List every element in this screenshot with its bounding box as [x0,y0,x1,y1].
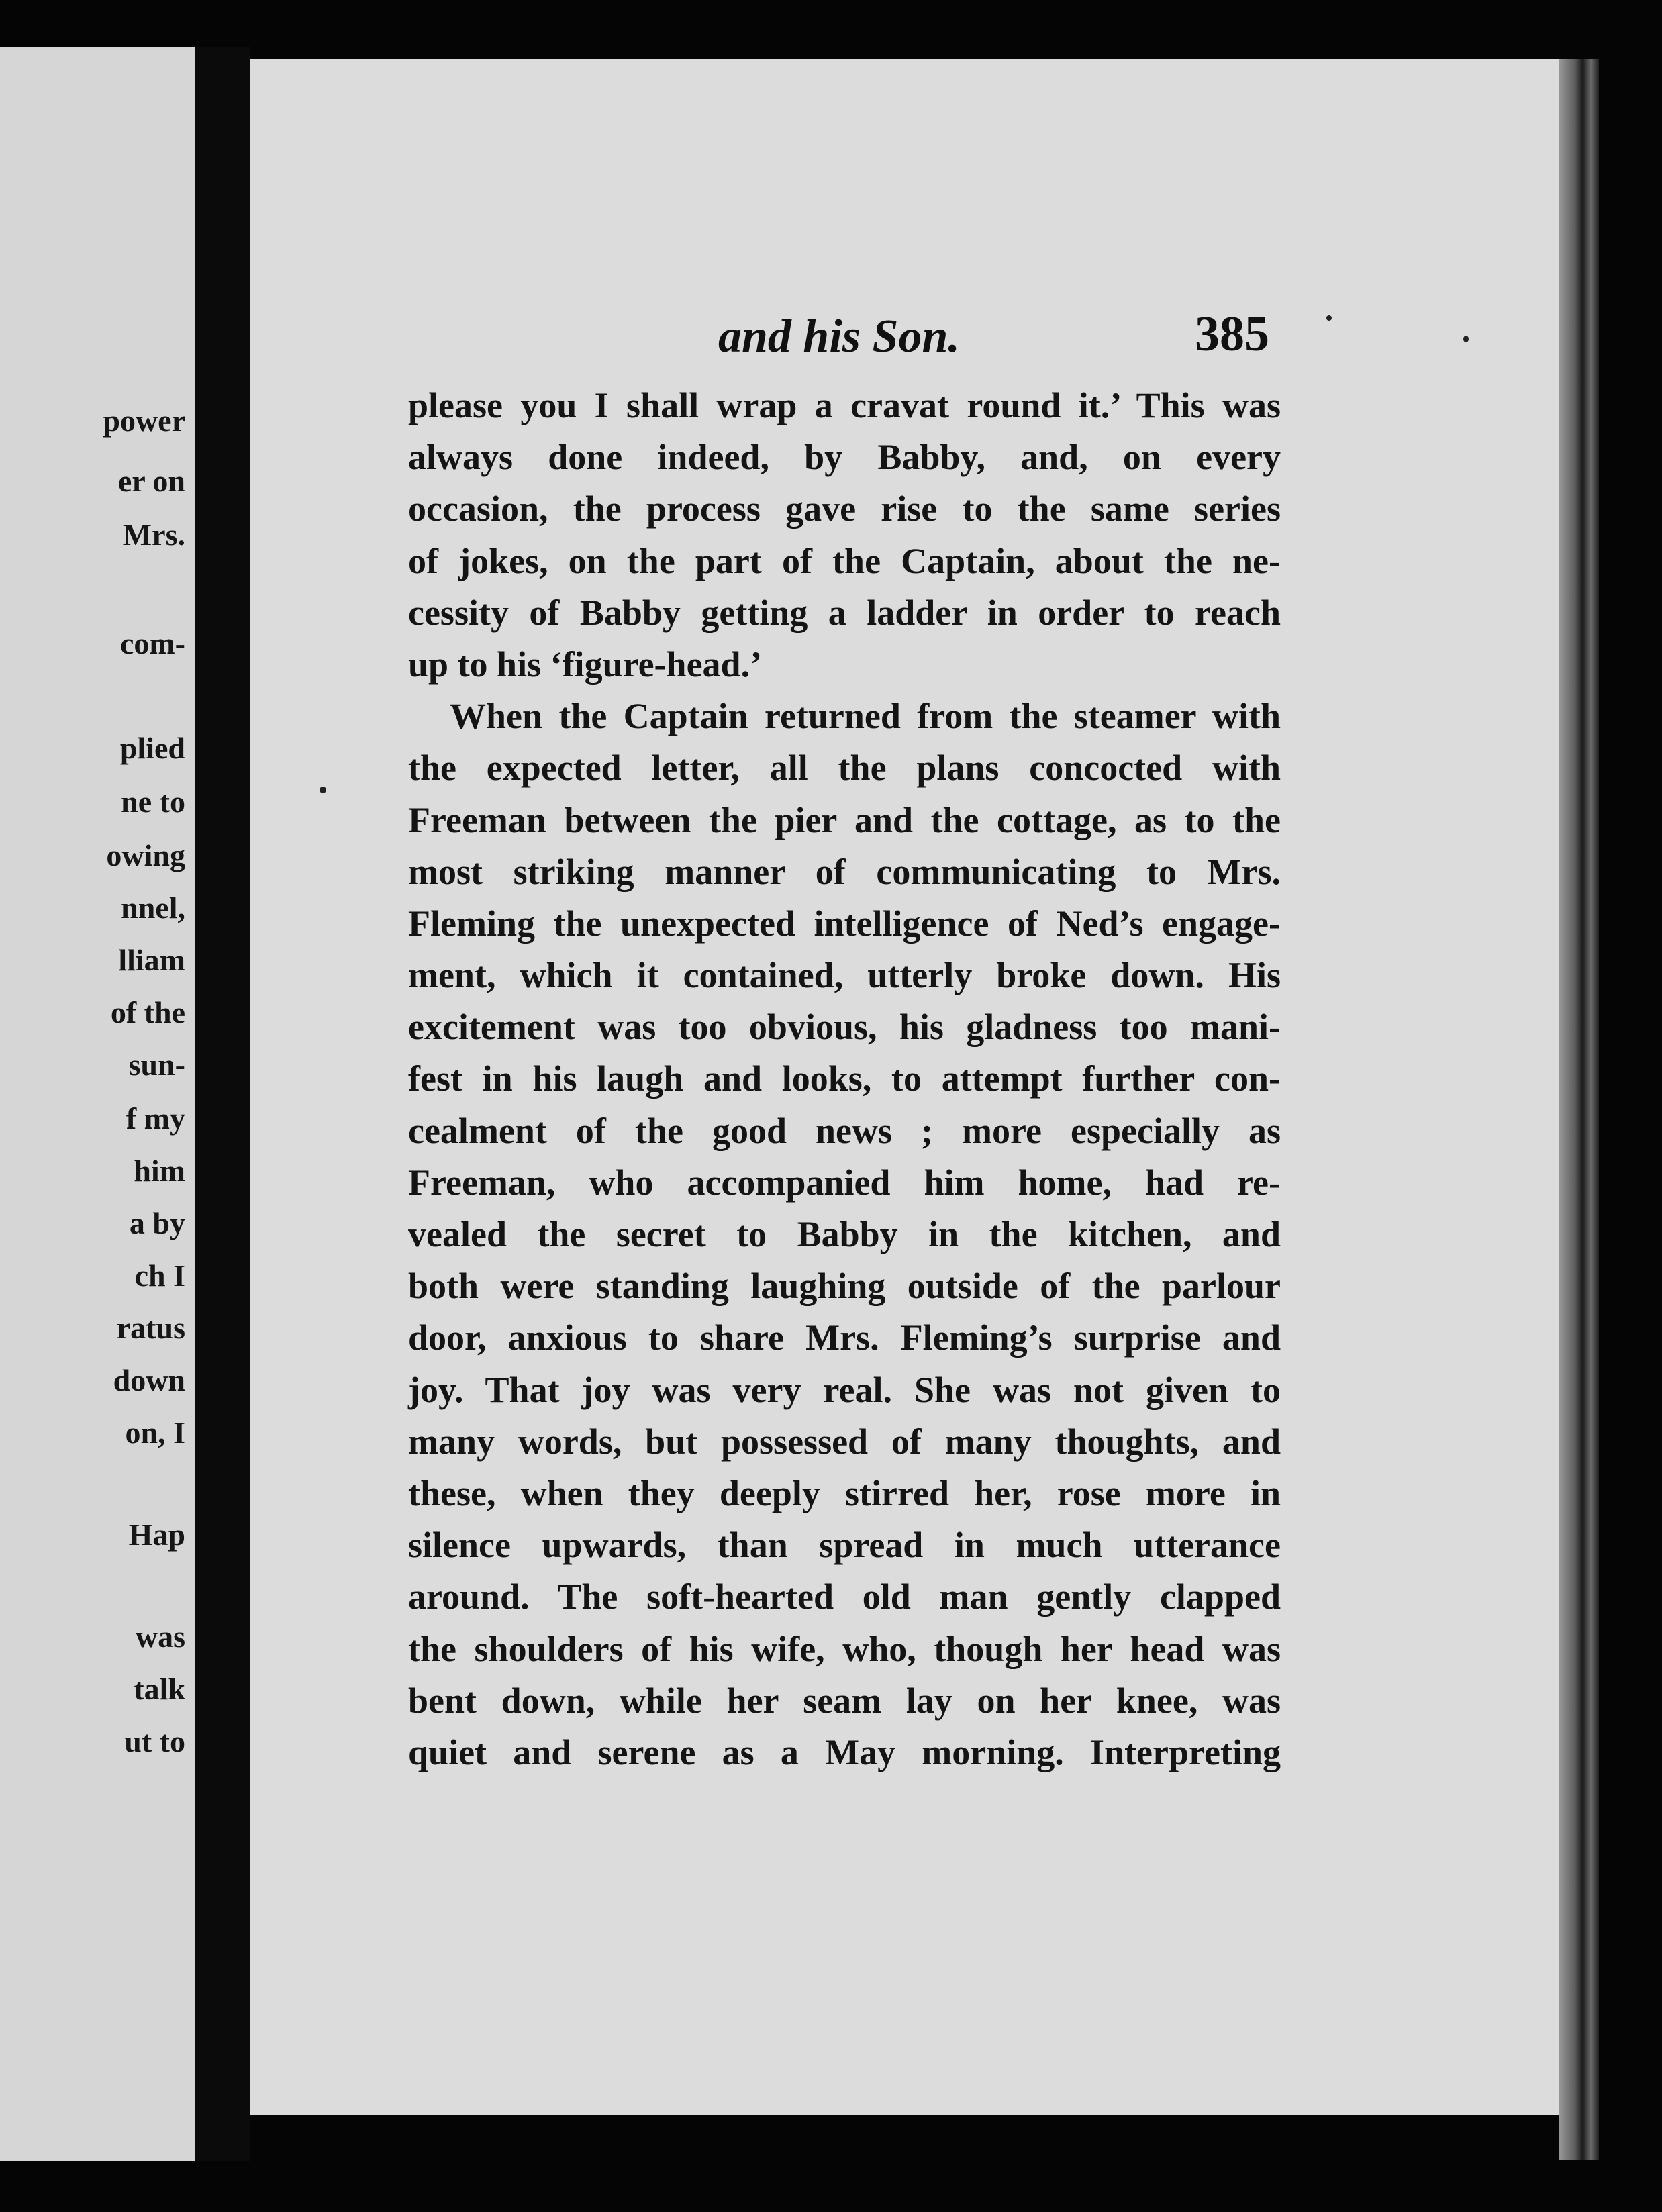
ink-speck [320,787,326,793]
text-line: the expected letter, all the plans concocted with [408,748,1281,789]
text-line: of jokes, on the part of the Captain, about the ne- [408,540,1281,581]
text-line: door, anxious to share Mrs. Fleming’s surprise and [408,1317,1281,1358]
facing-page-line: Hap [128,1517,185,1552]
ink-speck [1326,315,1332,321]
running-head: and his Son. [718,311,960,362]
text-line: these, when they deeply stirred her, rose more in [408,1472,1281,1513]
page-number: 385 [1195,307,1269,362]
facing-page-line: ut to [124,1724,185,1758]
text-line: quiet and serene as a May morning. Interpreting [408,1731,1281,1772]
facing-page-fragment [0,47,195,2161]
text-line: both were standing laughing outside of the parlour [408,1266,1281,1307]
text-line: cessity of Babby getting a ladder in order to reach [408,592,1281,633]
facing-page-line: ratus [116,1311,185,1345]
facing-page-line: plied [119,731,185,765]
text-line: Freeman, who accompanied him home, had re- [408,1162,1281,1203]
facing-page-line: power [103,403,185,438]
text-line: always done indeed, by Babby, and, on every [408,437,1281,478]
facing-page-line: talk [134,1672,185,1706]
body-text [408,380,1281,1778]
text-line: joy. That joy was very real. She was not given to [408,1369,1281,1410]
facing-page-line: him [134,1154,185,1188]
facing-page-line: er on [117,464,185,498]
text-line: Freeman between the pier and the cottage, as to the [408,799,1281,840]
facing-page-line: on, I [125,1415,185,1450]
facing-page-line: com- [119,626,185,660]
facing-page-line: owing [106,838,185,872]
facing-page-line: down [113,1363,185,1397]
text-line: around. The soft-hearted old man gently clapped [408,1576,1281,1617]
facing-page-line: of the [110,995,185,1029]
facing-page-line: Mrs. [122,517,185,552]
text-line: many words, but possessed of many thoughts, and [408,1421,1281,1462]
facing-page-line: sun- [128,1048,185,1082]
page-edge [1559,59,1599,2160]
text-line: please you I shall wrap a cravat round it.’ This was [408,385,1281,425]
text-line: When the Captain returned from the steamer with [450,696,1281,737]
text-line: Fleming the unexpected intelligence of Ned’s engage- [408,903,1281,944]
text-line: occasion, the process gave rise to the same series [408,489,1281,530]
text-line: vealed the secret to Babby in the kitchen, and [408,1214,1281,1254]
text-line: most striking manner of communicating to Mrs. [408,851,1281,892]
facing-page-text [0,47,195,2161]
text-line: excitement was too obvious, his gladness too mani- [408,1007,1281,1048]
facing-page-line: nnel, [121,891,185,925]
facing-page-line: was [135,1619,185,1654]
facing-page-line: ne to [121,785,185,819]
facing-page-line: ch I [134,1258,185,1293]
text-line: fest in his laugh and looks, to attempt further con- [408,1058,1281,1099]
facing-page-line: a by [129,1206,185,1240]
ink-speck [1463,336,1469,342]
text-line: bent down, while her seam lay on her knee, was [408,1680,1281,1721]
text-line: the shoulders of his wife, who, though her head was [408,1628,1281,1669]
facing-page-line: lliam [118,943,185,977]
text-line: silence upwards, than spread in much utterance [408,1525,1281,1566]
facing-page-line: f my [126,1101,185,1136]
text-line: ment, which it contained, utterly broke down. His [408,955,1281,996]
book-gutter [195,47,250,2161]
text-line: cealment of the good news ; more especially as [408,1110,1281,1151]
text-line: up to his ‘figure-head.’ [408,644,763,685]
